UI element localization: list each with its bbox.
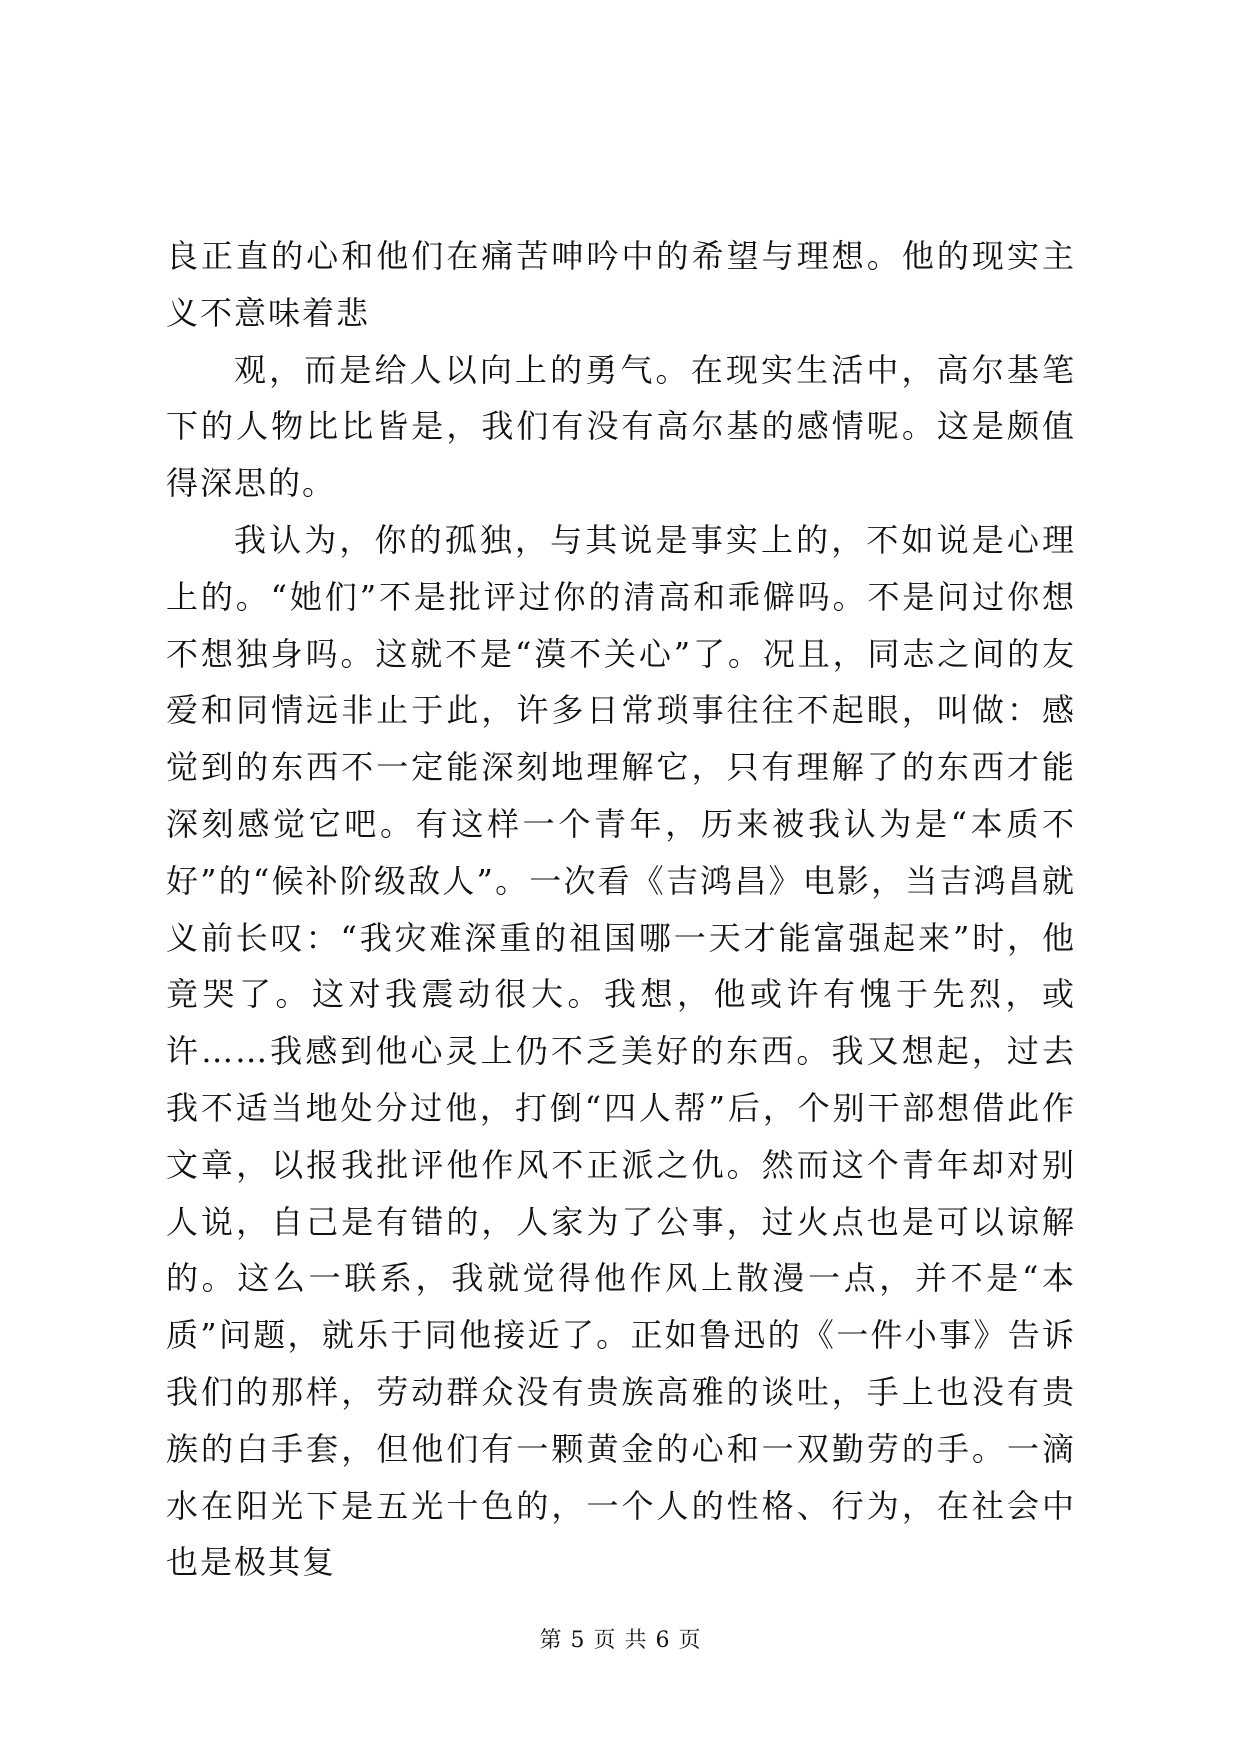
page-footer: 第 5 页 共 6 页 [539, 1628, 702, 1653]
paragraph-1: 良正直的心和他们在痛苦呻吟中的希望与理想。他的现实主义不意味着悲 [166, 237, 1076, 332]
paragraph-3: 我认为，你的孤独，与其说是事实上的，不如说是心理上的。“她们”不是批评过你的清高和乖僻吗。不是问过你想不想独身吗。这就不是“漠不关心”了。况且，同志之间的友爱和同情远非止于此，许多日常琐事往往不起眼，叫做：感觉到的东西不一定能深刻地理解它，只有理解了的东西才能深刻感觉它吧。有这样一个青年，历来被我认为是“本质不好”的“候补阶级敌人”。一次看《吉鸿昌》电影，当吉鸿昌就义前长叹：“我灾难深重的祖国哪一天才能富强起来”时，他竟哭了。这对我震动很大。我想，他或许有愧于先烈，或许……我感到他心灵上仍不乏美好的东西。我又想起，过去我不适当地处分过他，打倒“四人帮”后，个别干部想借此作文章，以报我批评他作风不正派之仇。然而这个青年却对别人说，自己是有错的，人家为了公事，过火点也是可以谅解的。这么一联系，我就觉得他作风上散漫一点，并不是“本质”问题，就乐于同他接近了。正如鲁迅的《一件小事》告诉我们的那样，劳动群众没有贵族高雅的谈吐，手上也没有贵族的白手套，但他们有一颗黄金的心和一双勤劳的手。一滴水在阳光下是五光十色的，一个人的性格、行为，在社会中也是极其复 [166, 520, 1076, 1582]
document-body [166, 228, 1076, 1591]
paragraph-2: 观，而是给人以向上的勇气。在现实生活中，高尔基笔下的人物比比皆是，我们有没有高尔基的感情呢。这是颇值得深思的。 [166, 350, 1076, 503]
